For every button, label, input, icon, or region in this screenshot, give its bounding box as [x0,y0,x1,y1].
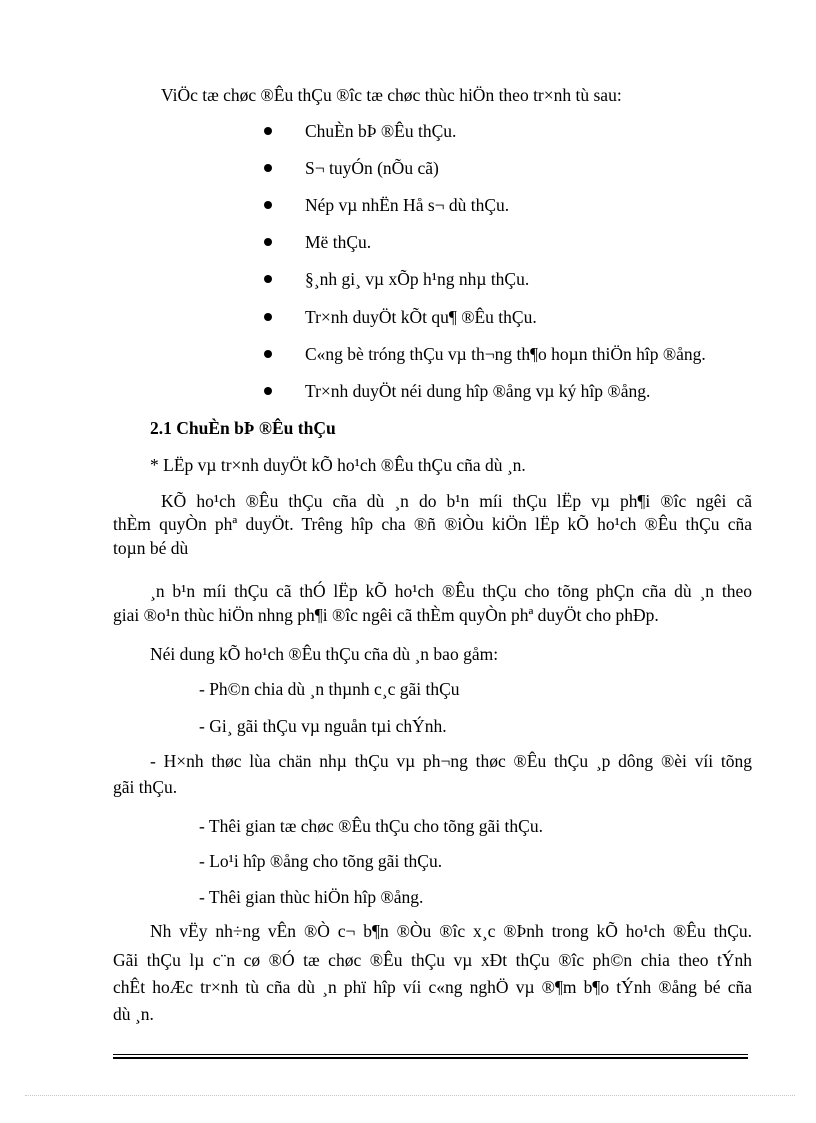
bullet-item: Tr×nh duyÖt néi dung hîp ®ång vµ ký hîp ®ång. [305,381,651,401]
bullet-dot [264,201,272,209]
section-heading: 2.1 ChuÈn bÞ ®Êu thÇu [150,418,336,438]
paragraph-line: - H×nh thøc lùa chän nhµ thÇu vµ ph¬ng thøc ®Êu thÇu ¸p dông ®èi víi tõng [150,751,752,771]
bullet-item: S¬ tuyÓn (nÕu cã) [305,158,439,178]
dash-item: - Thêi gian thùc hiÖn hîp ®ång. [199,887,424,907]
bullet-item: ChuÈn bÞ ®Êu thÇu. [305,121,457,141]
paragraph-line: KÕ ho¹ch ®Êu thÇu cña dù ¸n do b¹n míi thÇu lËp vµ ph¶i ®îc ngêi cã [161,491,752,511]
dash-item: - Ph©n chia dù ¸n thµnh c¸c gãi thÇu [199,679,460,699]
bullet-dot [264,387,272,395]
paragraph-line: gãi thÇu. [113,777,178,797]
bullet-dot [264,275,272,283]
bullet-dot [264,127,272,135]
paragraph-3: Néi dung kÕ ho¹ch ®Êu thÇu cña dù ¸n bao gåm: [150,644,499,664]
bullet-item: Tr×nh duyÖt kÕt qu¶ ®Êu thÇu. [305,307,537,327]
bullet-item: Më thÇu. [305,232,372,252]
paragraph-line: giai ®o¹n thùc hiÖn nhng ph¶i ®îc ngêi cã thÈm quyÒn phª duyÖt cho phÐp. [113,605,659,625]
bullet-item: Nép vµ nhËn Hå s¬ dù thÇu. [305,195,510,215]
paragraph-line: ¸n b¹n míi thÇu cã thÓ lËp kÕ ho¹ch ®Êu thÇu cho tõng phÇn cña dù ¸n theo [150,581,752,601]
paragraph-line: Nh vËy nh÷ng vÊn ®Ò c¬ b¶n ®Òu ®îc x¸c ®Þnh trong kÕ ho¹ch ®Êu thÇu. [150,921,752,941]
bullet-item: §¸nh gi¸ vµ xÕp h¹ng nhµ thÇu. [305,269,530,289]
page-edge-dotted-line [25,1095,795,1096]
intro-line: ViÖc tæ chøc ®Êu thÇu ®îc tæ chøc thùc hiÖn theo tr×nh tù sau: [161,85,622,105]
dash-item: - Gi¸ gãi thÇu vµ nguån tµi chÝnh. [199,716,447,736]
paragraph-line: dù ¸n. [113,1004,154,1024]
paragraph-line: chÊt hoÆc tr×nh tù cña dù ¸n phï hîp víi c«ng nghÖ vµ ®¶m b¶o tÝnh ®ång bé cña [113,977,752,997]
bullet-dot [264,313,272,321]
bullet-dot [264,350,272,358]
paragraph-line: Gãi thÇu lµ c¨n cø ®Ó tæ chøc ®Êu thÇu vµ xÐt thÇu ®îc ph©n chia theo tÝnh [113,950,752,970]
bullet-dot [264,164,272,172]
bullet-item: C«ng bè tróng thÇu vµ th¬ng th¶o hoµn thiÖn hîp ®ång. [305,344,706,364]
paragraph-line: toµn bé dù [113,538,189,558]
paragraph-line: thÈm quyÒn phª duyÖt. Trêng hîp cha ®ñ ®iÒu kiÖn lËp kÕ ho¹ch ®Êu thÇu cña [113,514,752,534]
dash-item: - Lo¹i hîp ®ång cho tõng gãi thÇu. [199,851,443,871]
dash-item: - Thêi gian tæ chøc ®Êu thÇu cho tõng gãi thÇu. [199,816,543,836]
bullet-dot [264,238,272,246]
subheading: * LËp vµ tr×nh duyÖt kÕ ho¹ch ®Êu thÇu cña dù ¸n. [150,455,526,475]
footer-rule-thick [113,1057,748,1059]
footer-rule-thin [113,1054,748,1055]
